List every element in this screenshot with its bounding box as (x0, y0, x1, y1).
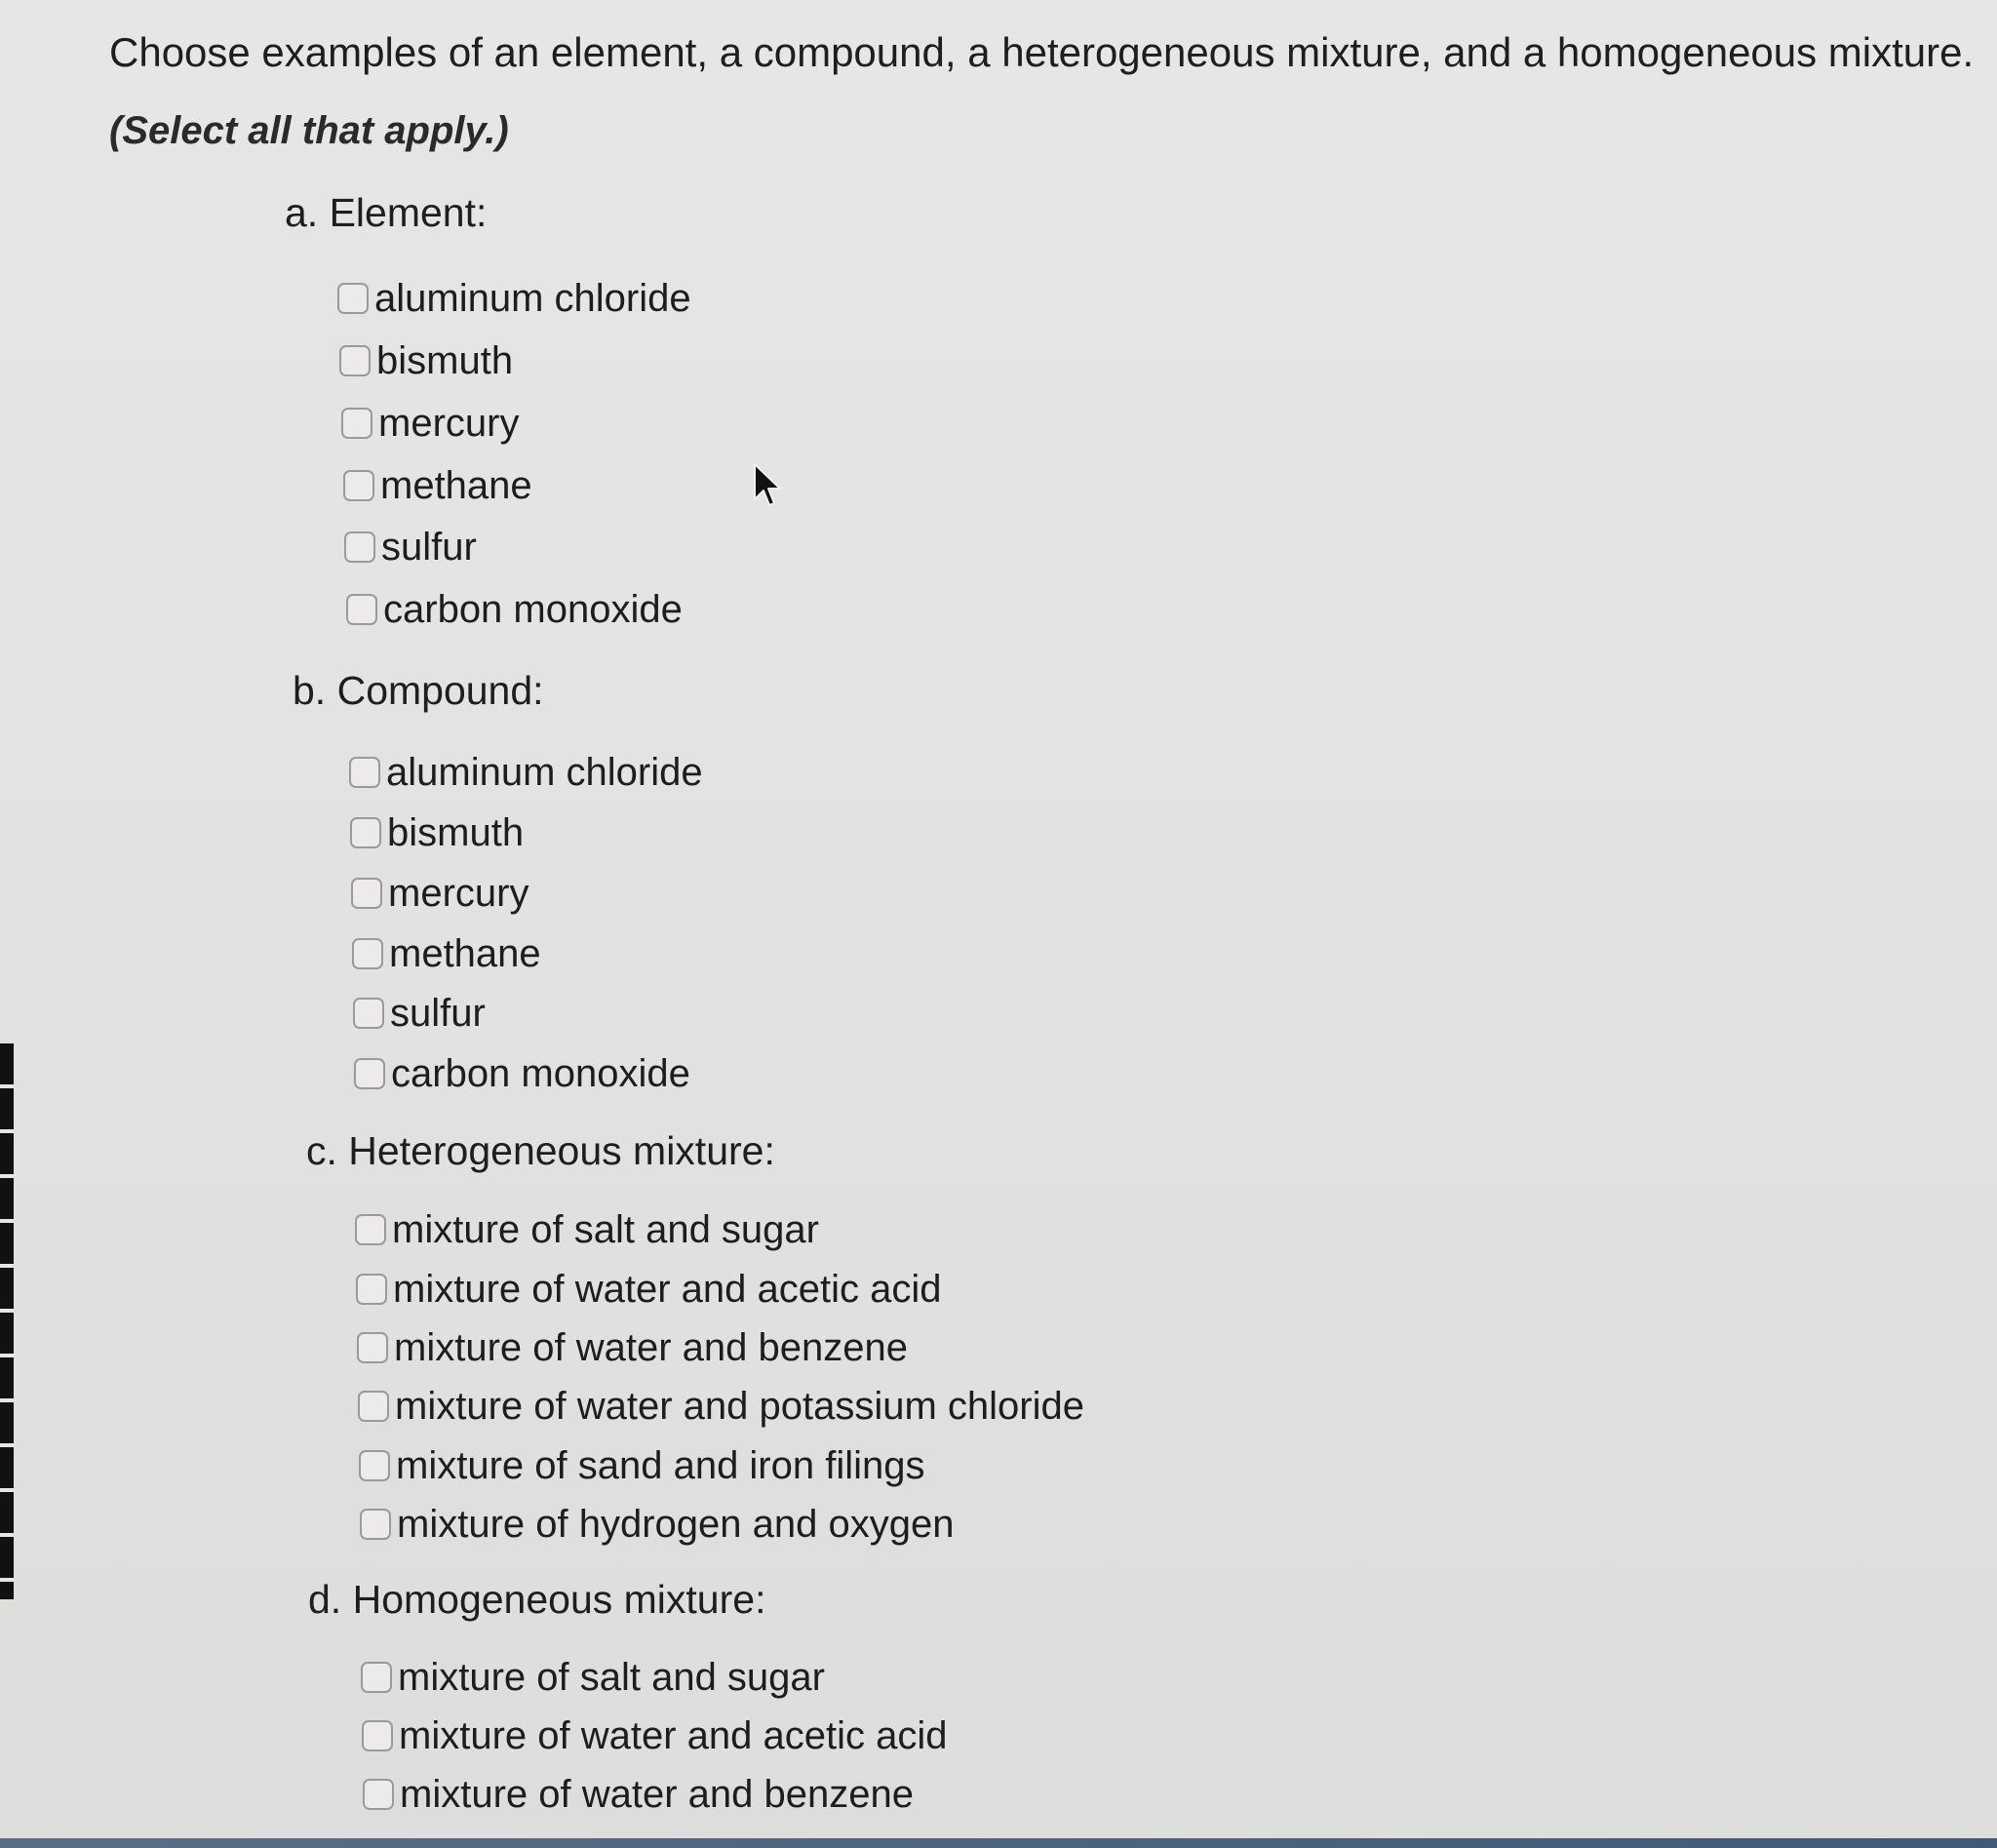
option-label: sulfur (390, 992, 486, 1035)
checkbox-unchecked-icon[interactable] (353, 998, 384, 1029)
option-label: mixture of water and benzene (400, 1773, 914, 1816)
option-label: mixture of water and benzene (394, 1326, 908, 1369)
checkbox-unchecked-icon[interactable] (359, 1450, 390, 1481)
option-label: sulfur (381, 526, 477, 569)
mouse-pointer-icon (753, 462, 782, 509)
section-label-homogeneous-mixture: d. Homogeneous mixture: (308, 1577, 766, 1622)
element-option-methane[interactable] (343, 460, 532, 511)
homogeneous-option-water-benzene[interactable] (363, 1769, 914, 1820)
heterogeneous-option-salt-sugar[interactable] (355, 1204, 819, 1255)
checkbox-unchecked-icon[interactable] (343, 470, 374, 501)
option-label: bismuth (376, 339, 514, 382)
option-label: carbon monoxide (383, 588, 683, 631)
checkbox-unchecked-icon[interactable] (339, 345, 371, 376)
checkbox-unchecked-icon[interactable] (337, 283, 369, 314)
heterogeneous-option-hydrogen-oxygen[interactable] (360, 1499, 954, 1550)
compound-option-carbon-monoxide[interactable] (354, 1048, 690, 1099)
option-label: aluminum chloride (374, 277, 691, 320)
option-label: aluminum chloride (386, 751, 703, 794)
checkbox-unchecked-icon[interactable] (341, 408, 372, 439)
compound-option-methane[interactable] (352, 928, 541, 979)
element-option-carbon-monoxide[interactable] (346, 584, 683, 635)
option-label: methane (380, 464, 532, 507)
section-label-element: a. Element: (285, 190, 488, 235)
option-label: mixture of salt and sugar (392, 1208, 819, 1251)
heterogeneous-option-sand-iron-filings[interactable] (359, 1440, 925, 1491)
compound-option-sulfur[interactable] (353, 988, 486, 1039)
homogeneous-option-salt-sugar[interactable] (361, 1652, 825, 1703)
compound-option-aluminum-chloride[interactable] (349, 747, 703, 798)
section-label-compound: b. Compound: (293, 668, 544, 713)
checkbox-unchecked-icon[interactable] (357, 1332, 388, 1363)
heterogeneous-option-water-benzene[interactable] (357, 1322, 908, 1373)
option-label: mixture of water and potassium chloride (395, 1385, 1084, 1428)
checkbox-unchecked-icon[interactable] (349, 757, 380, 788)
checkbox-unchecked-icon[interactable] (362, 1720, 393, 1751)
heterogeneous-option-water-potassium-chloride[interactable] (358, 1381, 1084, 1432)
option-label: mixture of water and acetic acid (399, 1714, 948, 1757)
option-label: carbon monoxide (391, 1052, 690, 1095)
checkbox-unchecked-icon[interactable] (346, 594, 377, 625)
select-all-instruction: (Select all that apply.) (109, 109, 509, 152)
element-option-mercury[interactable] (341, 398, 519, 449)
homogeneous-option-water-acetic-acid[interactable] (362, 1710, 947, 1761)
option-label: mixture of water and acetic acid (393, 1268, 942, 1311)
question-prompt: Choose examples of an element, a compound, a heterogeneous mixture, and a homogeneous mixture. (109, 29, 1975, 75)
option-label: mixture of salt and sugar (398, 1656, 825, 1699)
left-edge-shadow (0, 1043, 14, 1599)
checkbox-unchecked-icon[interactable] (355, 1214, 386, 1245)
element-option-aluminum-chloride[interactable] (337, 273, 691, 324)
section-label-heterogeneous-mixture: c. Heterogeneous mixture: (306, 1128, 775, 1173)
checkbox-unchecked-icon[interactable] (344, 531, 375, 563)
checkbox-unchecked-icon[interactable] (356, 1274, 387, 1305)
checkbox-unchecked-icon[interactable] (358, 1391, 389, 1422)
option-label: mercury (378, 402, 520, 445)
checkbox-unchecked-icon[interactable] (363, 1779, 394, 1810)
compound-option-bismuth[interactable] (350, 807, 524, 858)
checkbox-unchecked-icon[interactable] (361, 1662, 392, 1693)
option-label: mixture of hydrogen and oxygen (397, 1503, 955, 1546)
checkbox-unchecked-icon[interactable] (351, 878, 382, 909)
checkbox-unchecked-icon[interactable] (360, 1509, 391, 1540)
heterogeneous-option-water-acetic-acid[interactable] (356, 1264, 941, 1315)
checkbox-unchecked-icon[interactable] (350, 817, 381, 848)
checkbox-unchecked-icon[interactable] (352, 938, 383, 969)
option-label: methane (389, 932, 541, 975)
option-label: bismuth (387, 811, 525, 854)
compound-option-mercury[interactable] (351, 868, 529, 919)
element-option-sulfur[interactable] (344, 522, 477, 572)
element-option-bismuth[interactable] (339, 335, 513, 386)
checkbox-unchecked-icon[interactable] (354, 1058, 385, 1089)
bottom-edge-bar (0, 1838, 1997, 1848)
option-label: mercury (388, 872, 529, 915)
option-label: mixture of sand and iron filings (396, 1444, 925, 1487)
